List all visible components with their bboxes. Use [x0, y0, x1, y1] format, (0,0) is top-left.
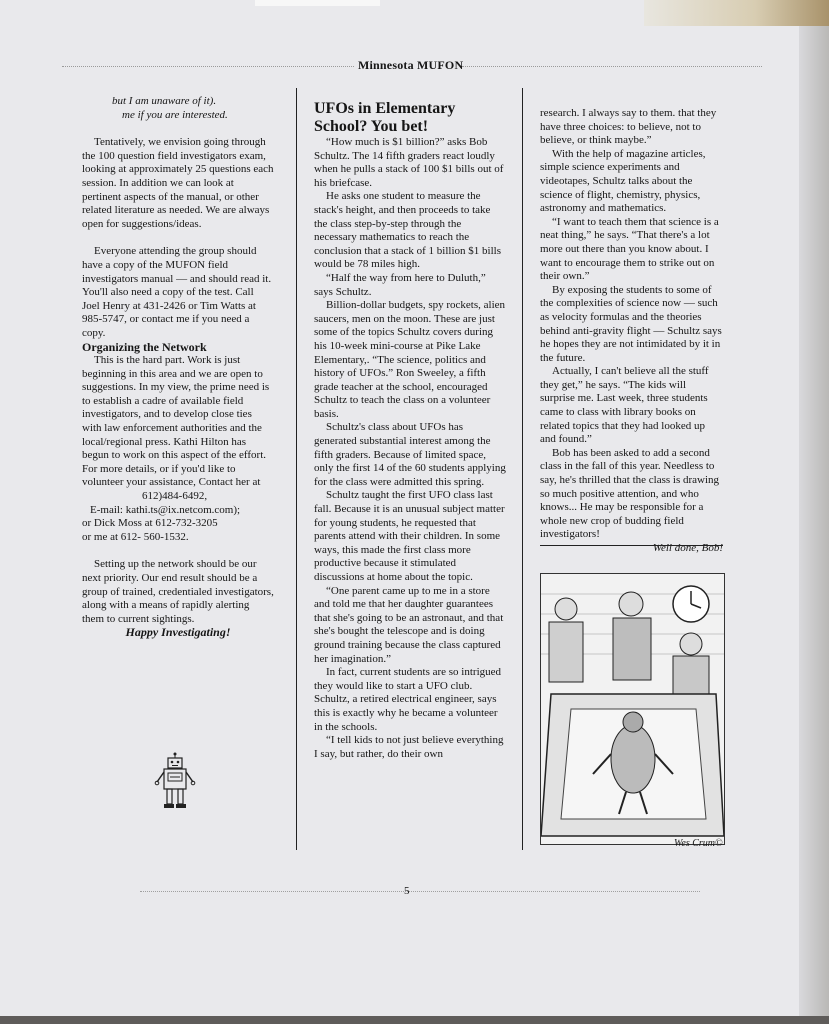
signoff: Happy Investigating!: [125, 625, 231, 640]
article-paragraph: Actually, I can't believe all the stuff they get,” he says. “The kids will surprise me. Last week, three students came to class with library books on related topics that they had looked up and found.”: [540, 365, 709, 446]
contact-me: or me at 612- 560-1532.: [82, 530, 189, 543]
paragraph-exam: Tentatively, we envision going through the 100 question field investigators exam, looking at approximately 25 questions each session. In addition we can look at pertinent aspects of the manual, or other related literature as needed. We are always open for suggestions/ideas.: [82, 136, 274, 230]
article-paragraph: Bob has been asked to add a second class in the fall of this year. Needless to say, he's thrilled that the class is drawing so much positive attention, and who knows... He may be responsible for a whole new crop of budding field investigators!: [540, 446, 720, 541]
scan-bottom-edge: [0, 1016, 829, 1024]
footer-divider: [140, 891, 700, 892]
article-paragraph: “I tell kids to not just believe everything I say, but rather, do their own: [314, 734, 504, 760]
paper-tab: [255, 0, 380, 6]
section-heading-network: Organizing the Network: [82, 339, 207, 354]
column-1: [82, 95, 274, 640]
page-header: [0, 58, 829, 74]
article-paragraph: By exposing the students to some of the complexities of science now — such as velocity formulas and the theories behind anti-gravity flight — Schultz says he hopes they are not intimidated by it in the future.: [540, 283, 722, 364]
header-divider-right: [462, 66, 762, 67]
paragraph-priority: Setting up the network should be our next priority. Our end result should be a group of trained, credentialed investigators, along with a means of rapidly alerting them to current sightings.: [82, 558, 274, 625]
article-paragraph: With the help of magazine articles, simple science experiments and videotapes, Schultz talks about the science of flight, chemistry, physics, astronomy and mathematics.: [540, 147, 706, 215]
article-paragraph: “Half the way from here to Duluth,” says Schultz.: [314, 271, 486, 298]
contact-dick-moss: or Dick Moss at 612-732-3205: [82, 517, 218, 530]
cartoon-illustration: [540, 573, 725, 845]
paragraph-manual: Everyone attending the group should have a copy of the MUFON field investigators manual — and should read it. You'll also need a copy of the test. Call Joel Henry at 431-2426 or Tim Watts at 985-5747, or contact me if you need a copy.: [82, 245, 272, 339]
article-paragraph: research. I always say to them. that they have three choices: to believe, not to believe, or think maybe.”: [540, 107, 717, 147]
column-2: [314, 100, 506, 761]
note-line-2: me if you are interested.: [122, 108, 228, 121]
column-rule-1: [296, 88, 297, 850]
article-paragraph: “One parent came up to me in a store and told me that her daughter guarantees that she's going to be an astronaut, and that she's bought the telescope and is doing ground training because the class captured her imagination.”: [314, 584, 504, 665]
column-3: [540, 107, 723, 556]
note-line-1: but I am unaware of it).: [112, 95, 217, 107]
article-paragraph: Schultz's class about UFOs has generated substantial interest among the fifth graders. Because of limited space, only the first 14 of the 60 students applying for the class were admitted this spring.: [314, 421, 506, 488]
column-rule-2: [522, 88, 523, 850]
article-paragraph: He asks one student to measure the stack's height, and then proceeds to take the class step-by-step through the necessary mathematics to reach the conclusion that a stack of 1 billion $1 bills would be 78 miles high.: [314, 190, 501, 271]
article-paragraph: “How much is $1 billion?” asks Bob Schultz. The 14 fifth graders react loudly when he pulls a stack of 100 $1 bills out of his briefcase.: [314, 136, 504, 189]
illustration-credit: Wes Crum©: [674, 838, 723, 849]
robot-icon: [153, 752, 197, 810]
newsletter-title: Minnesota MUFON: [358, 58, 464, 72]
article-paragraph: In fact, current students are so intrigued they would like to start a UFO club. Schultz, a retired electrical engineer, says this is exactly why he became a volunteer in the schools.: [314, 666, 502, 733]
column-3-divider: [540, 545, 723, 546]
article-paragraph: “I want to teach them that science is a neat thing,” he says. “That there's a lot more out there than you know about. I want to encourage them to strike out on their own.”: [540, 215, 719, 283]
paragraph-network: This is the hard part. Work is just beginning in this area and we are open to suggestions. In my view, the prime need is to establish a cadre of available field investigators, and to develop close ties with law enforcement authorities and the local/regional press. Kathi Hilton has begun to work on this aspect of the effort. For more details, or if you'd like to volunteer your assistance, Contact her at: [82, 354, 270, 489]
contact-email: E-mail: kathi.ts@ix.netcom.com);: [90, 503, 241, 516]
paper-corner: [644, 0, 829, 26]
closing-line: Well done, Bob!: [652, 542, 723, 554]
contact-phone: 612)484-6492,: [142, 490, 208, 503]
article-title: UFOs in Elementary School? You bet!: [314, 100, 456, 135]
article-paragraph: Billion-dollar budgets, spy rockets, alien saucers, men on the moon. These are just some of the topics Schultz covers during his 10-week mini-course at Pike Lake Elementary,. “The science, politics and history of UFOs.” Ron Sweeley, a fifth grade teacher at the school, encouraged Schultz to teach the class on a volunteer basis.: [314, 299, 506, 420]
header-divider-left: [62, 66, 354, 67]
page-number: 5: [404, 885, 410, 897]
article-paragraph: Schultz taught the first UFO class last fall. Because it is an unusual subject matter for young students, he requested that parents attend with their children. In some ways, this made the first class more productive because it stimulated discussions at home about the topic.: [314, 489, 505, 583]
contact-block: [82, 490, 274, 544]
